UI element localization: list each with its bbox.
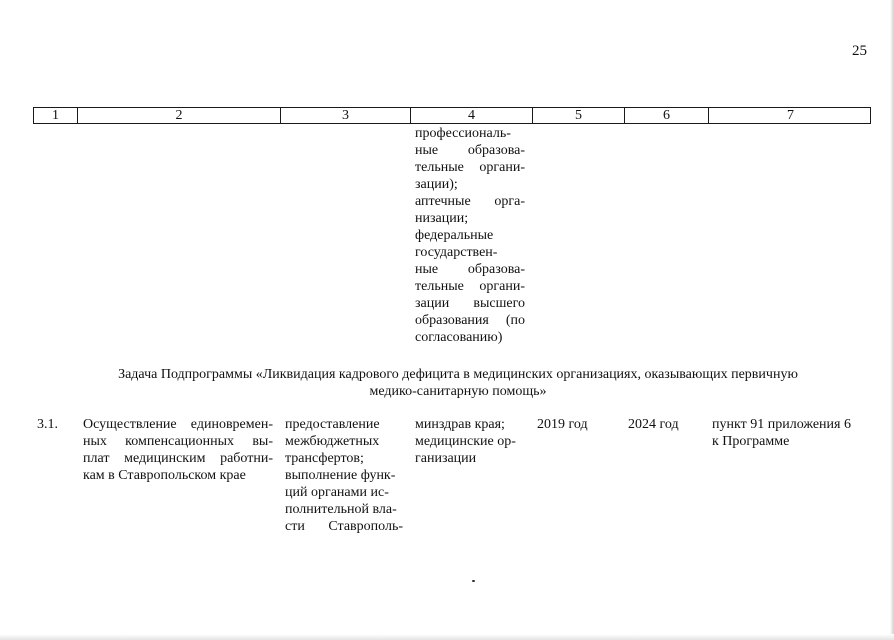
reference-line: пункт 91 приложения 6 (712, 417, 851, 432)
task-heading-line-1: Задача Подпрограммы «Ликвидация кадрового дефицита в медицинских организациях, оказывающих первичную (118, 367, 798, 382)
scan-bottom-edge (0, 634, 894, 640)
page-number: 25 (852, 43, 867, 59)
continuation-line: ные образова- (415, 262, 525, 277)
task-heading-line-2: медико-санитарную помощь» (369, 384, 547, 399)
reference-line: к Программе (712, 434, 790, 449)
scan-right-edge (890, 0, 894, 640)
header-cell-2: 2 (78, 108, 281, 123)
row-number (37, 416, 58, 433)
header-cell-4: 4 (411, 108, 533, 123)
start-year-cell (537, 416, 588, 433)
continuation-line: зации); (415, 177, 458, 192)
executor-cell (415, 416, 527, 467)
header-cell-3: 3 (281, 108, 411, 123)
measure-line: кам в Ставропольском крае (83, 468, 246, 483)
mechanism-line: полнительной вла- (285, 502, 397, 517)
measure-line: плат медицинским работни- (83, 451, 273, 466)
mechanism-line: трансфертов; (285, 451, 364, 466)
mechanism-cell (285, 416, 403, 535)
mechanism-line: предоставление (285, 417, 380, 432)
header-cell-7: 7 (787, 108, 794, 123)
continuation-line: федеральные (415, 228, 494, 243)
mechanism-line: ций органами ис- (285, 485, 389, 500)
header-cell-5: 5 (533, 108, 625, 123)
mechanism-line: выполнение функ- (285, 468, 396, 483)
task-heading (60, 366, 856, 400)
continuation-line: тельные органи- (415, 279, 525, 294)
continuation-line: тельные органи- (415, 160, 525, 175)
executor-line: минздрав края; (415, 417, 505, 432)
continuation-executors-column (415, 125, 525, 346)
measure-line: Осуществление единовремен- (83, 417, 273, 432)
continuation-line: аптечные орга- (415, 194, 525, 209)
measure-cell (83, 416, 273, 484)
end-year: 2024 год (628, 417, 679, 432)
continuation-line: низации; (415, 211, 469, 226)
table-header-row (33, 107, 871, 124)
executor-line: ганизации (415, 451, 477, 466)
mechanism-line: межбюджетных (285, 434, 380, 449)
continuation-line: зации высшего (415, 296, 525, 311)
reference-cell (712, 416, 864, 450)
mechanism-line: сти Ставрополь- (285, 519, 403, 534)
end-year-cell (628, 416, 679, 433)
continuation-line: профессиональ- (415, 126, 511, 141)
start-year: 2019 год (537, 417, 588, 432)
executor-line: медицинские ор- (415, 434, 516, 449)
header-cell-6: 6 (625, 108, 709, 123)
continuation-line: ные образова- (415, 143, 525, 158)
scan-speck (472, 580, 475, 582)
continuation-line: согласованию) (415, 330, 503, 345)
measure-line: ных компенсационных вы- (83, 434, 273, 449)
header-cell-1: 1 (34, 108, 78, 123)
continuation-line: образования (по (415, 313, 525, 328)
continuation-line: государствен- (415, 245, 498, 260)
row-number-text: 3.1. (37, 417, 58, 432)
